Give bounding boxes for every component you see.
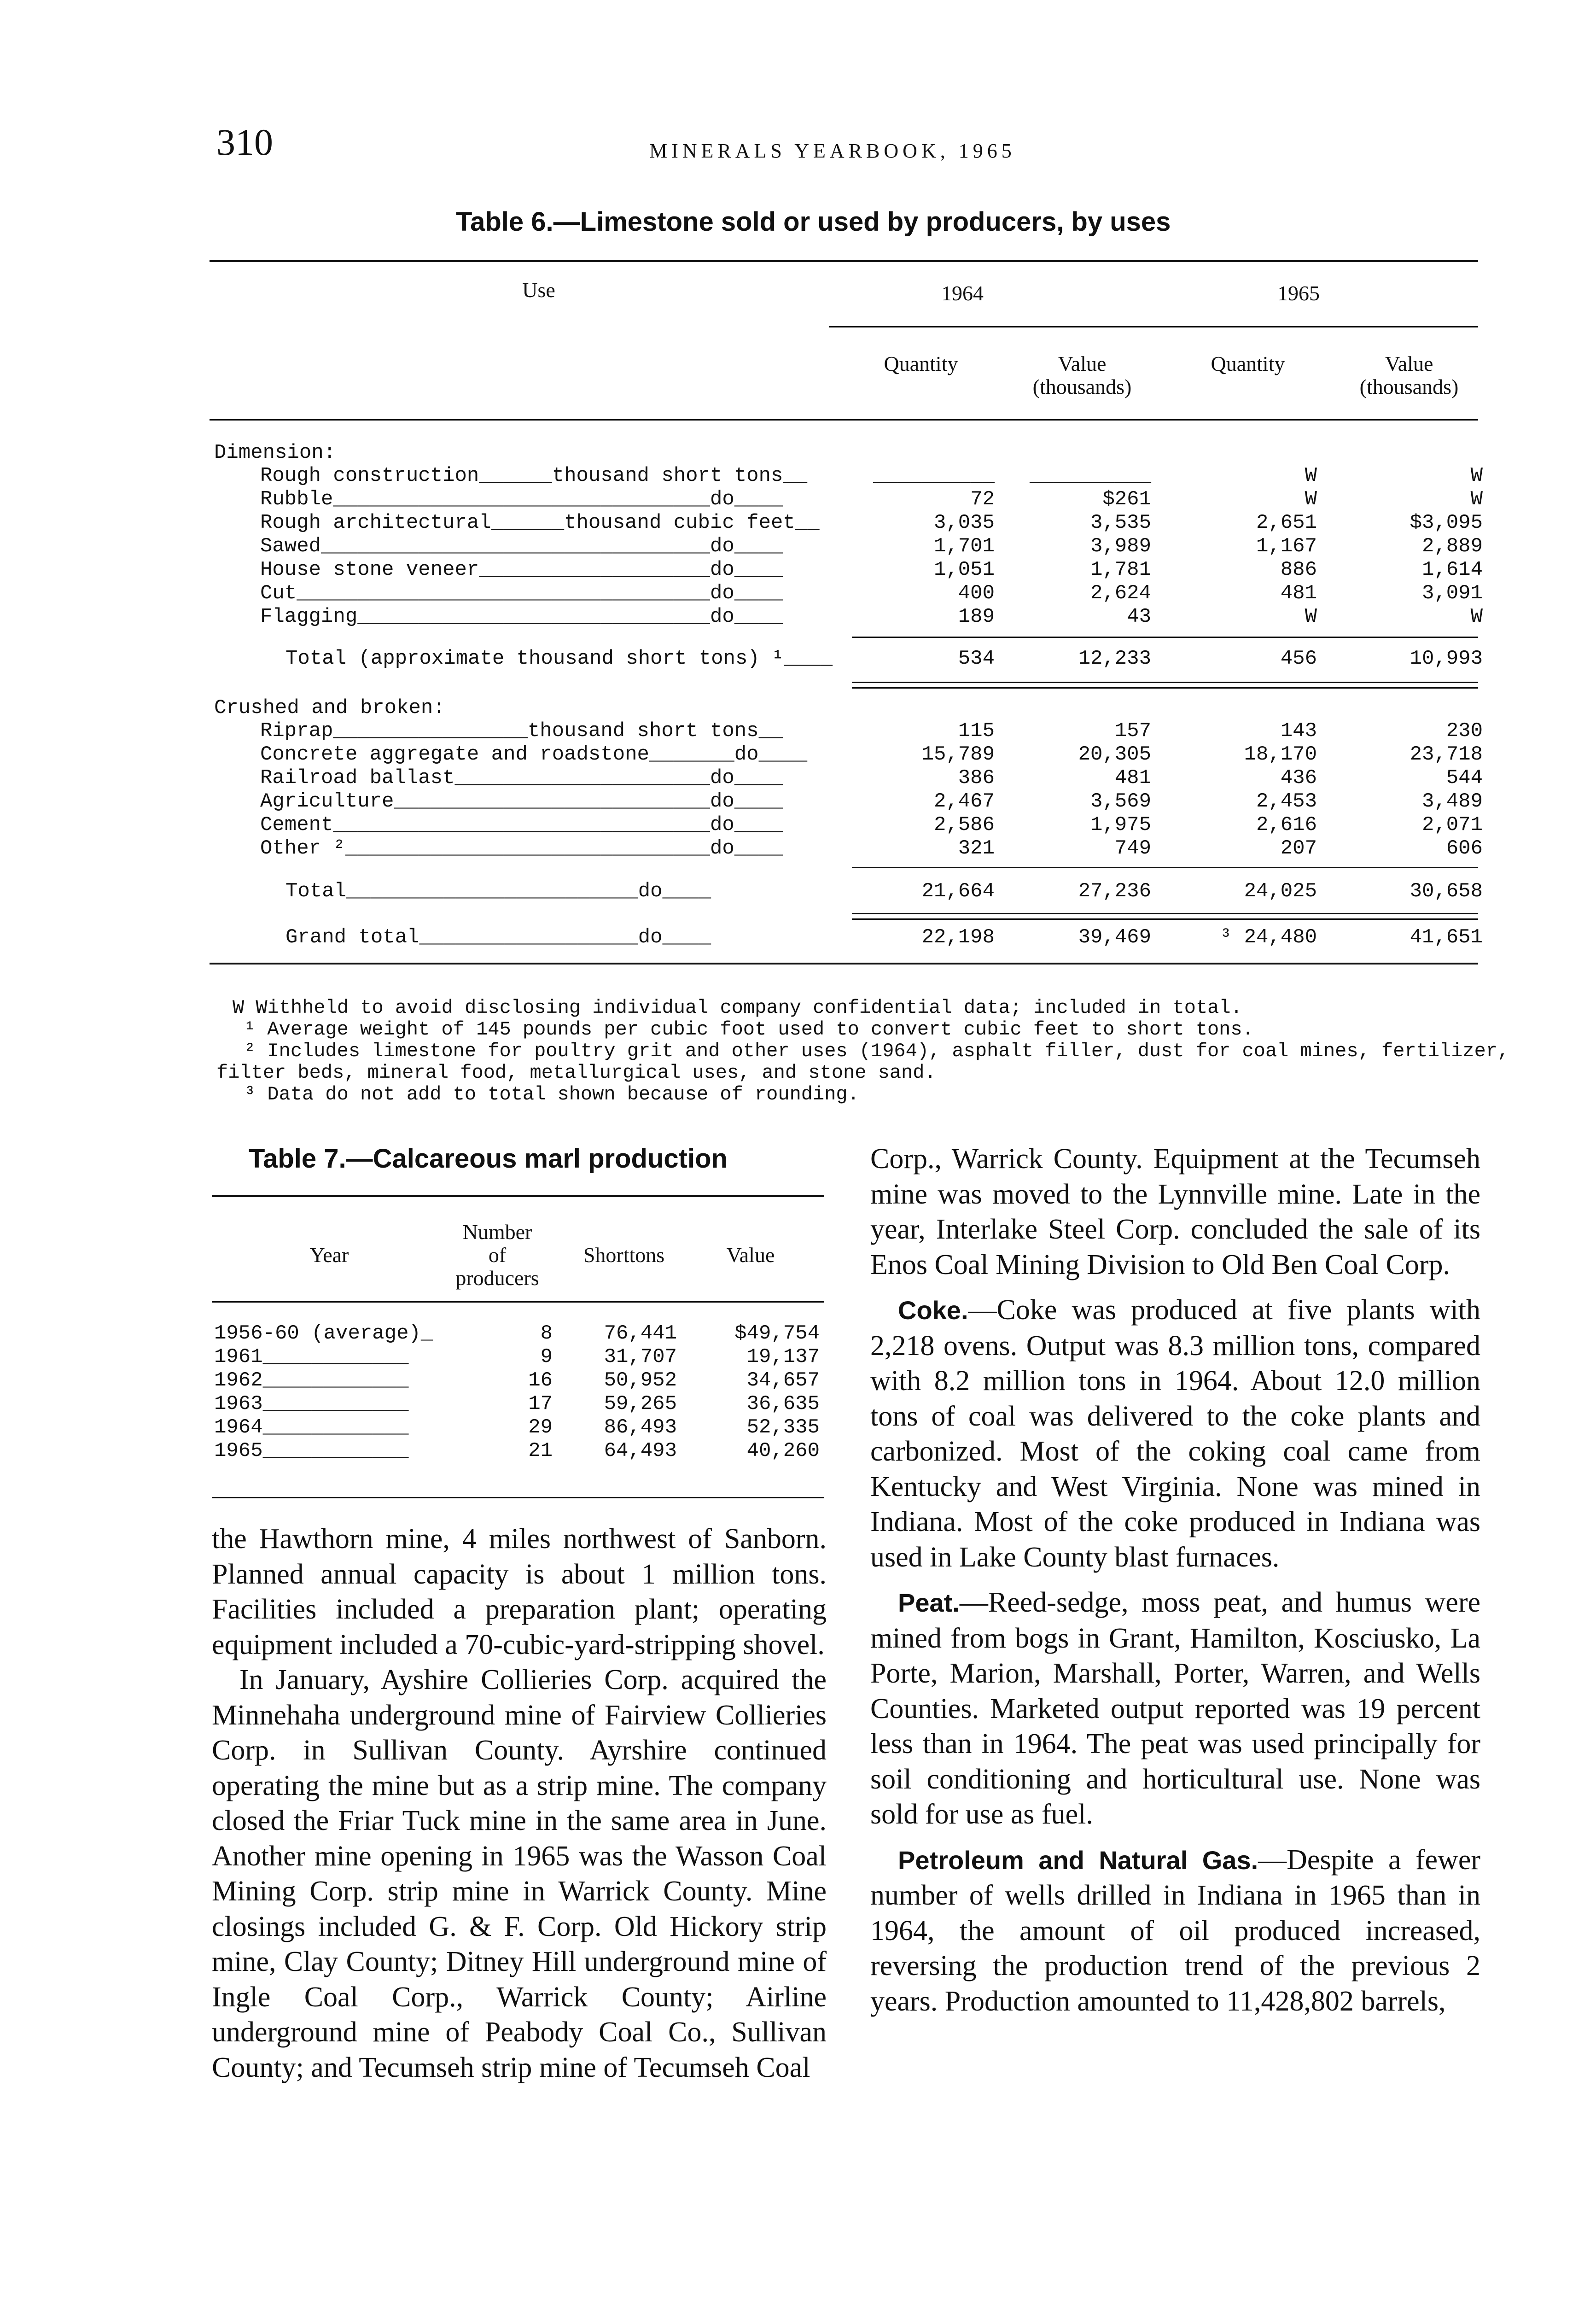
year: 1964____________	[214, 1416, 409, 1439]
q1965: 2,651	[1256, 511, 1317, 534]
row-label: Other ²______________________________do____	[260, 837, 783, 860]
row-label: Railroad ballast_____________________do____	[260, 766, 783, 789]
q1964: 115	[958, 719, 995, 742]
v1965: 606	[1446, 837, 1483, 860]
paragraph: the Hawthorn mine, 4 miles northwest of Sanborn. Planned annual capacity is about 1 million tons. Facilities included a preparation plant; operating equipment included a 70-cubic-yard-stripping shovel.	[212, 1523, 827, 1660]
v1965: W	[1470, 605, 1483, 628]
section-label-dimension: Dimension:	[214, 441, 336, 464]
producers: 21	[528, 1439, 553, 1462]
table6-header-value-1964	[1004, 352, 1160, 398]
v1964: 749	[1114, 837, 1151, 860]
q1965: W	[1305, 464, 1317, 487]
v1965: W	[1470, 464, 1483, 487]
row-label: Cement_______________________________do____	[260, 813, 783, 836]
footnote-2: ² Includes limestone for poultry grit and other uses (1964), asphalt filler, dust for coal mines, fertilizer,	[244, 1040, 1509, 1062]
value: 19,137	[746, 1345, 820, 1368]
v1965: $3,095	[1410, 511, 1483, 534]
row-label: Cut__________________________________do____	[260, 582, 783, 605]
total-double-rule-2	[852, 918, 1478, 920]
subtotal-rule	[852, 637, 1478, 638]
q1964: 1,701	[933, 535, 995, 558]
thousands-label: (thousands)	[1032, 375, 1132, 398]
table6-header-value-1965	[1331, 352, 1487, 398]
year: 1961____________	[214, 1345, 409, 1368]
paragraph: Corp., Warrick County. Equipment at the Tecumseh mine was moved to the Lynnville mine. Late in the year, Interlake Steel Corp. concluded the sale of its Enos Coal Mining Division to Old Ben Coal Corp.	[870, 1143, 1480, 1280]
v1964: 12,233	[1078, 647, 1151, 670]
v1964: 39,469	[1078, 926, 1151, 949]
q1964: 321	[958, 837, 995, 860]
total-double-rule-1	[852, 913, 1478, 914]
v1965: 544	[1446, 766, 1483, 789]
footnote-w: W Withheld to avoid disclosing individual company confidential data; included in total.	[233, 997, 1242, 1019]
total-label: Total________________________do____	[285, 880, 711, 903]
value: 40,260	[746, 1439, 820, 1462]
table7-header-year: Year	[309, 1243, 349, 1267]
q1965: 2,453	[1256, 790, 1317, 813]
coke-text: —Coke was produced at five plants with 2,218 ovens. Output was 8.3 million tons, compared with 8.2 million tons in 1964. About 12.0 million tons of coal was delivered to the coke plants and carbonized. Most of the coking coal came from Kentucky and West Virginia. None was mined in Indiana. Most of the coke produced in Indiana was used in Lake County blast furnaces.	[870, 1294, 1480, 1573]
v1964: 20,305	[1078, 743, 1151, 766]
petroleum-heading: Petroleum and Natural Gas.	[898, 1845, 1258, 1875]
q1965: 24,025	[1244, 880, 1317, 903]
producers: 29	[528, 1416, 553, 1439]
q1964: 22,198	[921, 926, 995, 949]
q1965: 886	[1280, 558, 1317, 581]
q1964: __________	[873, 464, 995, 487]
q1965: 207	[1280, 837, 1317, 860]
q1965: W	[1305, 605, 1317, 628]
table6-header-1965: 1965	[1277, 281, 1320, 305]
v1964: 27,236	[1078, 880, 1151, 903]
v1964: 157	[1114, 719, 1151, 742]
producers: 8	[540, 1322, 553, 1345]
peat-paragraph	[870, 1585, 1480, 1832]
q1965: 481	[1280, 582, 1317, 605]
number-label: Number	[462, 1220, 532, 1244]
table6-header-use: Use	[522, 278, 555, 302]
producers: 16	[528, 1369, 553, 1392]
q1964: 189	[958, 605, 995, 628]
short-tons: 86,493	[604, 1416, 677, 1439]
v1965: 23,718	[1410, 743, 1483, 766]
row-label: Rough architectural______thousand cubic feet__	[260, 511, 820, 534]
year: 1965____________	[214, 1439, 409, 1462]
table6-header-quantity-1964: Quantity	[884, 352, 958, 375]
q1964: 386	[958, 766, 995, 789]
q1964: 2,586	[933, 813, 995, 836]
v1964: 1,781	[1090, 558, 1151, 581]
v1965: 10,993	[1410, 647, 1483, 670]
page-number: 310	[216, 121, 273, 163]
producers-label: producers	[455, 1266, 539, 1290]
petroleum-paragraph	[870, 1842, 1480, 2019]
q1965: 436	[1280, 766, 1317, 789]
v1964: 43	[1127, 605, 1151, 628]
v1965: 3,091	[1421, 582, 1483, 605]
table7-title: Table 7.—Calcareous marl production	[249, 1144, 728, 1174]
peat-heading: Peat.	[898, 1588, 960, 1617]
row-label: House stone veneer___________________do____	[260, 558, 783, 581]
q1964: 534	[958, 647, 995, 670]
q1964: 3,035	[933, 511, 995, 534]
row-label: Flagging_____________________________do____	[260, 605, 783, 628]
table6-title: Table 6.—Limestone sold or used by producers, by uses	[456, 207, 1171, 237]
year: 1956-60 (average)_	[214, 1322, 433, 1345]
short-tons: 76,441	[604, 1322, 677, 1345]
q1964: 72	[970, 488, 995, 511]
table6-header-quantity-1965: Quantity	[1211, 352, 1285, 375]
table7-header-value: Value	[726, 1243, 775, 1267]
q1964: 15,789	[921, 743, 995, 766]
q1965: 456	[1280, 647, 1317, 670]
table7-header-number	[428, 1221, 566, 1290]
right-text-column	[870, 1141, 1480, 2019]
thousands-label: (thousands)	[1359, 375, 1459, 398]
q1965: 2,616	[1256, 813, 1317, 836]
q1965: 1,167	[1256, 535, 1317, 558]
running-head: MINERALS YEARBOOK, 1965	[649, 140, 1016, 162]
year: 1962____________	[214, 1369, 409, 1392]
q1965: ³ 24,480	[1219, 926, 1317, 949]
row-label: Rough construction______thousand short tons__	[260, 464, 808, 487]
producers: 9	[540, 1345, 553, 1368]
v1964: 481	[1114, 766, 1151, 789]
left-text-column	[212, 1521, 827, 2085]
row-label: Concrete aggregate and roadstone_______do____	[260, 743, 808, 766]
section-label-crushed: Crushed and broken:	[214, 696, 445, 719]
value: 36,635	[746, 1392, 820, 1415]
v1965: 41,651	[1410, 926, 1483, 949]
q1965: 18,170	[1244, 743, 1317, 766]
footnote-1: ¹ Average weight of 145 pounds per cubic foot used to convert cubic feet to short tons.	[244, 1018, 1254, 1040]
row-label: Rubble_______________________________do____	[260, 488, 783, 511]
row-label: Agriculture__________________________do____	[260, 790, 783, 813]
value-label: Value	[1058, 352, 1107, 375]
v1965: 30,658	[1410, 880, 1483, 903]
table6-bottom-rule	[210, 963, 1478, 964]
peat-text: —Reed-sedge, moss peat, and humus were mined from bogs in Grant, Hamilton, Kosciusko, La Porte, Marion, Marshall, Porter, Warren, and Wells Counties. Marketed output reported was 19 percent less than in 1964. The peat was used principally for soil conditioning and horticultural use. None was sold for use as fuel.	[870, 1587, 1480, 1830]
table6-top-rule	[210, 260, 1478, 262]
value: 52,335	[746, 1416, 820, 1439]
coke-heading: Coke.	[898, 1296, 968, 1325]
paragraph: In January, Ayshire Collieries Corp. acquired the Minnehaha underground mine of Fairview Collieries Corp. in Sullivan County. Ayrshire continued operating the mine but as a strip mine. The company closed the Friar Tuck mine in the same area in June. Another mine opening in 1965 was the Wasson Coal Mining Corp. strip mine in Warrick County. Mine closings included G. & F. Corp. Old Hickory strip mine, Clay County; Ditney Hill underground mine of Ingle Coal Corp., Warrick County; Airline underground mine of Peabody Coal Co., Sullivan County; and Tecumseh strip mine of Tecumseh Coal	[212, 1664, 827, 2083]
total-double-rule-2	[852, 687, 1478, 689]
table6-year-rule	[829, 326, 1478, 327]
v1965: W	[1470, 488, 1483, 511]
table7-header-short-tons: Shorttons	[583, 1243, 665, 1267]
footnote-2-cont: filter beds, mineral food, metallurgical uses, and stone sand.	[216, 1062, 936, 1084]
v1964: 2,624	[1090, 582, 1151, 605]
short-tons: 31,707	[604, 1345, 677, 1368]
value-label: Value	[1385, 352, 1433, 375]
table7-bottom-rule	[212, 1497, 824, 1498]
q1964: 2,467	[933, 790, 995, 813]
v1964: 1,975	[1090, 813, 1151, 836]
row-label: Riprap________________thousand short tons__	[260, 719, 783, 742]
grand-total-label: Grand total__________________do____	[285, 926, 711, 949]
v1964: $261	[1102, 488, 1151, 511]
v1964: 3,569	[1090, 790, 1151, 813]
value: 34,657	[746, 1369, 820, 1392]
total-label: Total (approximate thousand short tons) ¹____	[285, 647, 833, 670]
v1965: 2,071	[1421, 813, 1483, 836]
short-tons: 59,265	[604, 1392, 677, 1415]
q1965: W	[1305, 488, 1317, 511]
q1964: 21,664	[921, 880, 995, 903]
table6-header-1964: 1964	[941, 281, 984, 305]
v1965: 230	[1446, 719, 1483, 742]
petroleum-text: —Despite a fewer number of wells drilled in Indiana in 1965 than in 1964, the amount of oil produced increased, reversing the production trend of the previous 2 years. Production amounted to 11,428,802 barrels,	[870, 1844, 1480, 2017]
q1964: 400	[958, 582, 995, 605]
footnote-3: ³ Data do not add to total shown because of rounding.	[244, 1083, 859, 1105]
total-double-rule-1	[852, 682, 1478, 683]
q1965: 143	[1280, 719, 1317, 742]
v1964: __________	[1029, 464, 1151, 487]
v1965: 3,489	[1421, 790, 1483, 813]
v1964: 3,989	[1090, 535, 1151, 558]
v1964: 3,535	[1090, 511, 1151, 534]
subtotal-rule	[852, 867, 1478, 868]
table6-header-rule	[210, 419, 1478, 421]
v1965: 1,614	[1421, 558, 1483, 581]
coke-paragraph	[870, 1292, 1480, 1575]
q1964: 1,051	[933, 558, 995, 581]
table7-top-rule	[212, 1195, 824, 1197]
producers: 17	[528, 1392, 553, 1415]
value: $49,754	[734, 1322, 820, 1345]
year: 1963____________	[214, 1392, 409, 1415]
v1965: 2,889	[1421, 535, 1483, 558]
of-label: of	[488, 1243, 507, 1267]
short-tons: 64,493	[604, 1439, 677, 1462]
short-tons: 50,952	[604, 1369, 677, 1392]
row-label: Sawed________________________________do____	[260, 535, 783, 558]
table7-header-rule	[212, 1301, 824, 1303]
